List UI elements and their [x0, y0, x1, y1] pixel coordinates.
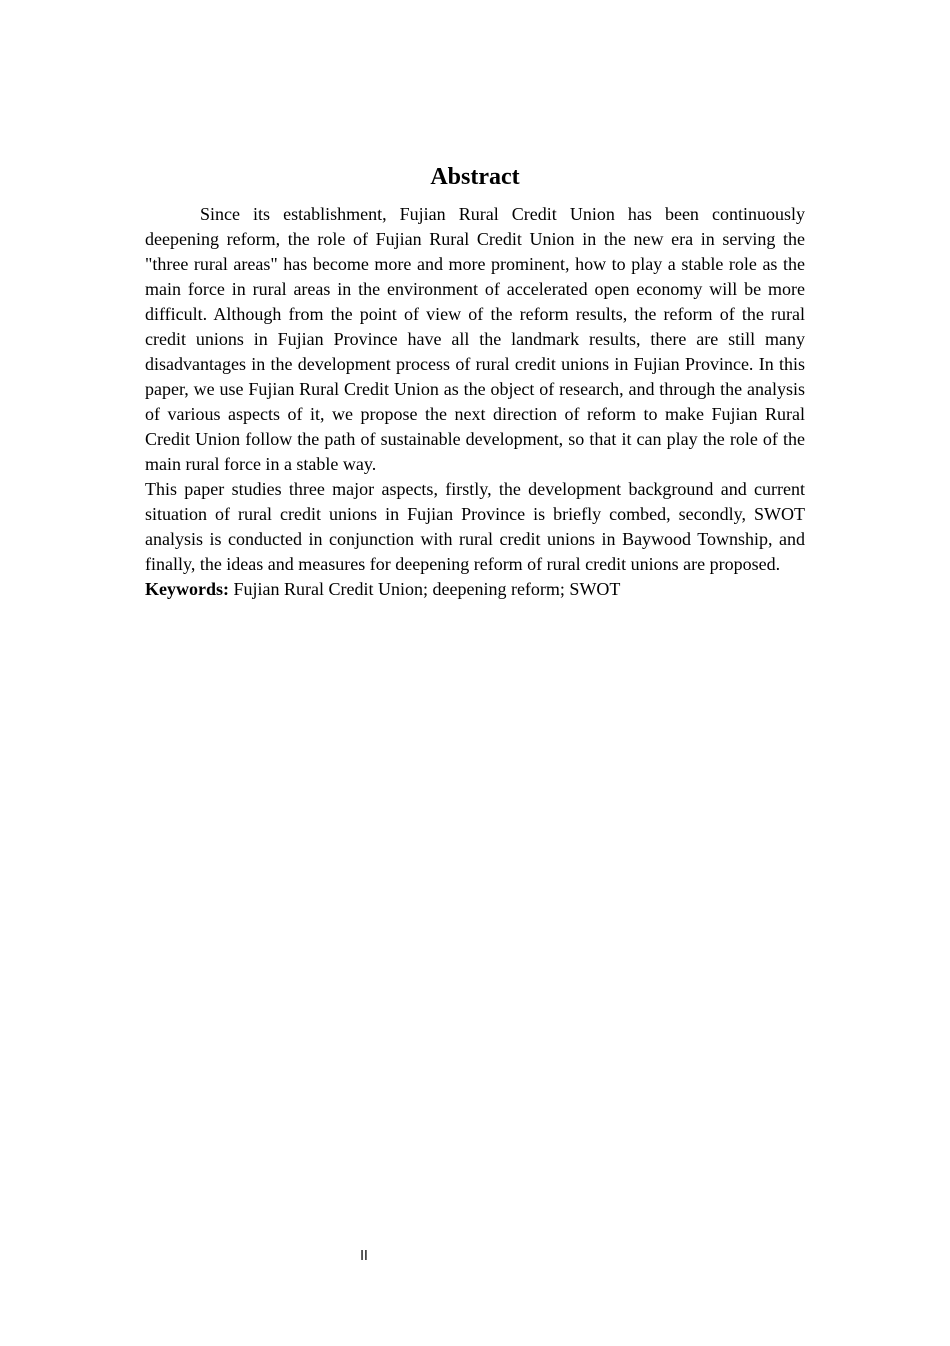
keywords-line	[145, 577, 805, 602]
abstract-body	[145, 202, 805, 602]
abstract-title: Abstract	[430, 164, 520, 190]
page-number: II	[360, 1249, 368, 1264]
keywords-label: Keywords:	[145, 579, 229, 599]
abstract-paragraph-1: Since its establishment, Fujian Rural Credit Union has been continuously deepening reform, the role of Fujian Rural Credit Union in the new era in serving the "three rural areas" has become more and more prominent, how to play a stable role as the main force in rural areas in the environment of accelerated open economy will be more difficult. Although from the point of view of the reform results, the reform of the rural credit unions in Fujian Province have all the landmark results, there are still many disadvantages in the development process of rural credit unions in Fujian Province. In this paper, we use Fujian Rural Credit Union as the object of research, and through the analysis of various aspects of it, we propose the next direction of reform to make Fujian Rural Credit Union follow the path of sustainable development, so that it can play the role of the main rural force in a stable way.	[145, 204, 805, 474]
keywords-text: Fujian Rural Credit Union; deepening reform; SWOT	[229, 579, 621, 599]
abstract-paragraph-2: This paper studies three major aspects, firstly, the development background and current situation of rural credit unions in Fujian Province is briefly combed, secondly, SWOT analysis is conducted in conjunction with rural credit unions in Baywood Township, and finally, the ideas and measures for deepening reform of rural credit unions are proposed.	[145, 479, 805, 574]
